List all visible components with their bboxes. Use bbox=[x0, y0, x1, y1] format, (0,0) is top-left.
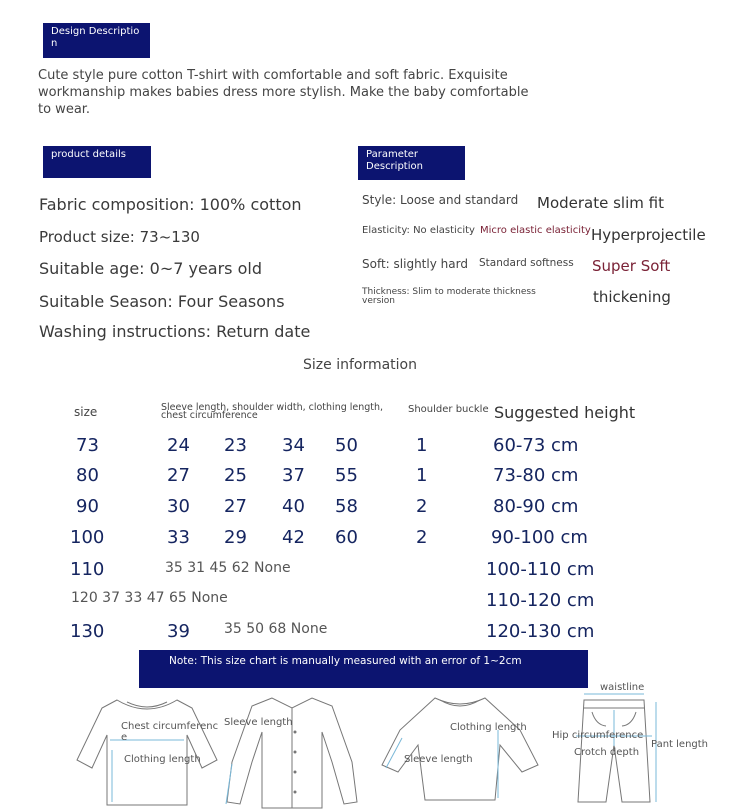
cell-length: 42 bbox=[282, 527, 305, 548]
cell-size: 80 bbox=[76, 465, 99, 486]
size-row-130-values: 35 50 68 None bbox=[224, 621, 328, 637]
param-soft-label: Soft: slightly hard bbox=[362, 257, 468, 271]
cell-size: 73 bbox=[76, 435, 99, 456]
size-row-110-height: 100-110 cm bbox=[486, 559, 595, 580]
sleeve-length-label-1: Sleeve length bbox=[224, 717, 293, 728]
cell-buckle: 2 bbox=[416, 527, 428, 548]
cell-height: 90-100 cm bbox=[491, 527, 588, 548]
chest-circumference-label: Chest circumferenc e bbox=[121, 721, 219, 743]
detail-washing: Washing instructions: Return date bbox=[39, 322, 311, 341]
cell-buckle: 2 bbox=[416, 496, 428, 517]
clothing-length-label-2: Clothing length bbox=[450, 722, 527, 733]
detail-season: Suitable Season: Four Seasons bbox=[39, 292, 285, 311]
param-elasticity-value: Hyperprojectile bbox=[591, 226, 706, 244]
shirt-diagram bbox=[222, 692, 362, 810]
size-row-130-sleeve: 39 bbox=[167, 621, 190, 642]
detail-fabric: Fabric composition: 100% cotton bbox=[39, 195, 302, 214]
cell-length: 34 bbox=[282, 435, 305, 456]
hip-circumference-label: Hip circumference bbox=[552, 730, 644, 741]
cell-chest: 58 bbox=[335, 496, 358, 517]
param-thickness-value: thickening bbox=[593, 288, 671, 306]
parameter-description-label: Parameter Description bbox=[358, 146, 465, 180]
size-row-120-height: 110-120 cm bbox=[486, 590, 595, 611]
header-suggested-height: Suggested height bbox=[494, 403, 636, 422]
cell-sleeve: 30 bbox=[167, 496, 190, 517]
design-description-label: Design Descriptio n bbox=[43, 23, 150, 58]
detail-size: Product size: 73~130 bbox=[39, 228, 200, 246]
cell-shoulder: 25 bbox=[224, 465, 247, 486]
size-row-120-values: 120 37 33 47 65 None bbox=[71, 590, 228, 606]
pant-length-label: Pant length bbox=[651, 739, 709, 750]
size-row-130-height: 120-130 cm bbox=[486, 621, 595, 642]
cell-height: 73-80 cm bbox=[493, 465, 579, 486]
param-elasticity-middle: Micro elastic elasticity bbox=[480, 225, 591, 236]
header-measures: Sleeve length, shoulder width, clothing length, chest circumference bbox=[161, 402, 384, 421]
clothing-length-label-1: Clothing length bbox=[124, 754, 201, 765]
sweatshirt-diagram bbox=[380, 690, 540, 808]
cell-shoulder: 29 bbox=[224, 527, 247, 548]
cell-shoulder: 27 bbox=[224, 496, 247, 517]
header-shoulder-buckle: Shoulder buckle bbox=[408, 404, 489, 415]
cell-buckle: 1 bbox=[416, 435, 428, 456]
tshirt-diagram bbox=[72, 690, 222, 810]
size-row-110-size: 110 bbox=[70, 559, 105, 580]
size-row-110-values: 35 31 45 62 None bbox=[165, 560, 291, 576]
detail-age: Suitable age: 0~7 years old bbox=[39, 259, 262, 278]
cell-chest: 55 bbox=[335, 465, 358, 486]
cell-buckle: 1 bbox=[416, 465, 428, 486]
cell-length: 37 bbox=[282, 465, 305, 486]
param-style-value: Moderate slim fit bbox=[537, 194, 664, 212]
param-elasticity-label: Elasticity: No elasticity bbox=[362, 225, 475, 236]
param-soft-middle: Standard softness bbox=[479, 257, 574, 269]
cell-height: 80-90 cm bbox=[493, 496, 579, 517]
cell-sleeve: 27 bbox=[167, 465, 190, 486]
header-size: size bbox=[74, 405, 98, 419]
product-details-label: product details bbox=[43, 146, 151, 178]
cell-chest: 60 bbox=[335, 527, 358, 548]
cell-size: 100 bbox=[70, 527, 105, 548]
param-thickness-label: Thickness: Slim to moderate thickness version bbox=[362, 287, 536, 306]
param-style-label: Style: Loose and standard bbox=[362, 193, 519, 207]
cell-size: 90 bbox=[76, 496, 99, 517]
cell-length: 40 bbox=[282, 496, 305, 517]
cell-sleeve: 24 bbox=[167, 435, 190, 456]
crotch-depth-label: Crotch depth bbox=[574, 747, 640, 758]
cell-sleeve: 33 bbox=[167, 527, 190, 548]
sleeve-length-label-2: Sleeve length bbox=[404, 754, 473, 765]
waistline-label: waistline bbox=[600, 682, 645, 693]
design-description-text: Cute style pure cotton T-shirt with comfortable and soft fabric. Exquisite workmanship makes babies dress more stylish. Make the baby comfortable to wear. bbox=[38, 68, 529, 117]
cell-shoulder: 23 bbox=[224, 435, 247, 456]
cell-chest: 50 bbox=[335, 435, 358, 456]
size-row-130-size: 130 bbox=[70, 621, 105, 642]
size-info-title: Size information bbox=[303, 357, 417, 373]
cell-height: 60-73 cm bbox=[493, 435, 579, 456]
param-soft-value: Super Soft bbox=[592, 257, 671, 275]
size-chart-note: Note: This size chart is manually measured with an error of 1~2cm bbox=[139, 650, 588, 688]
